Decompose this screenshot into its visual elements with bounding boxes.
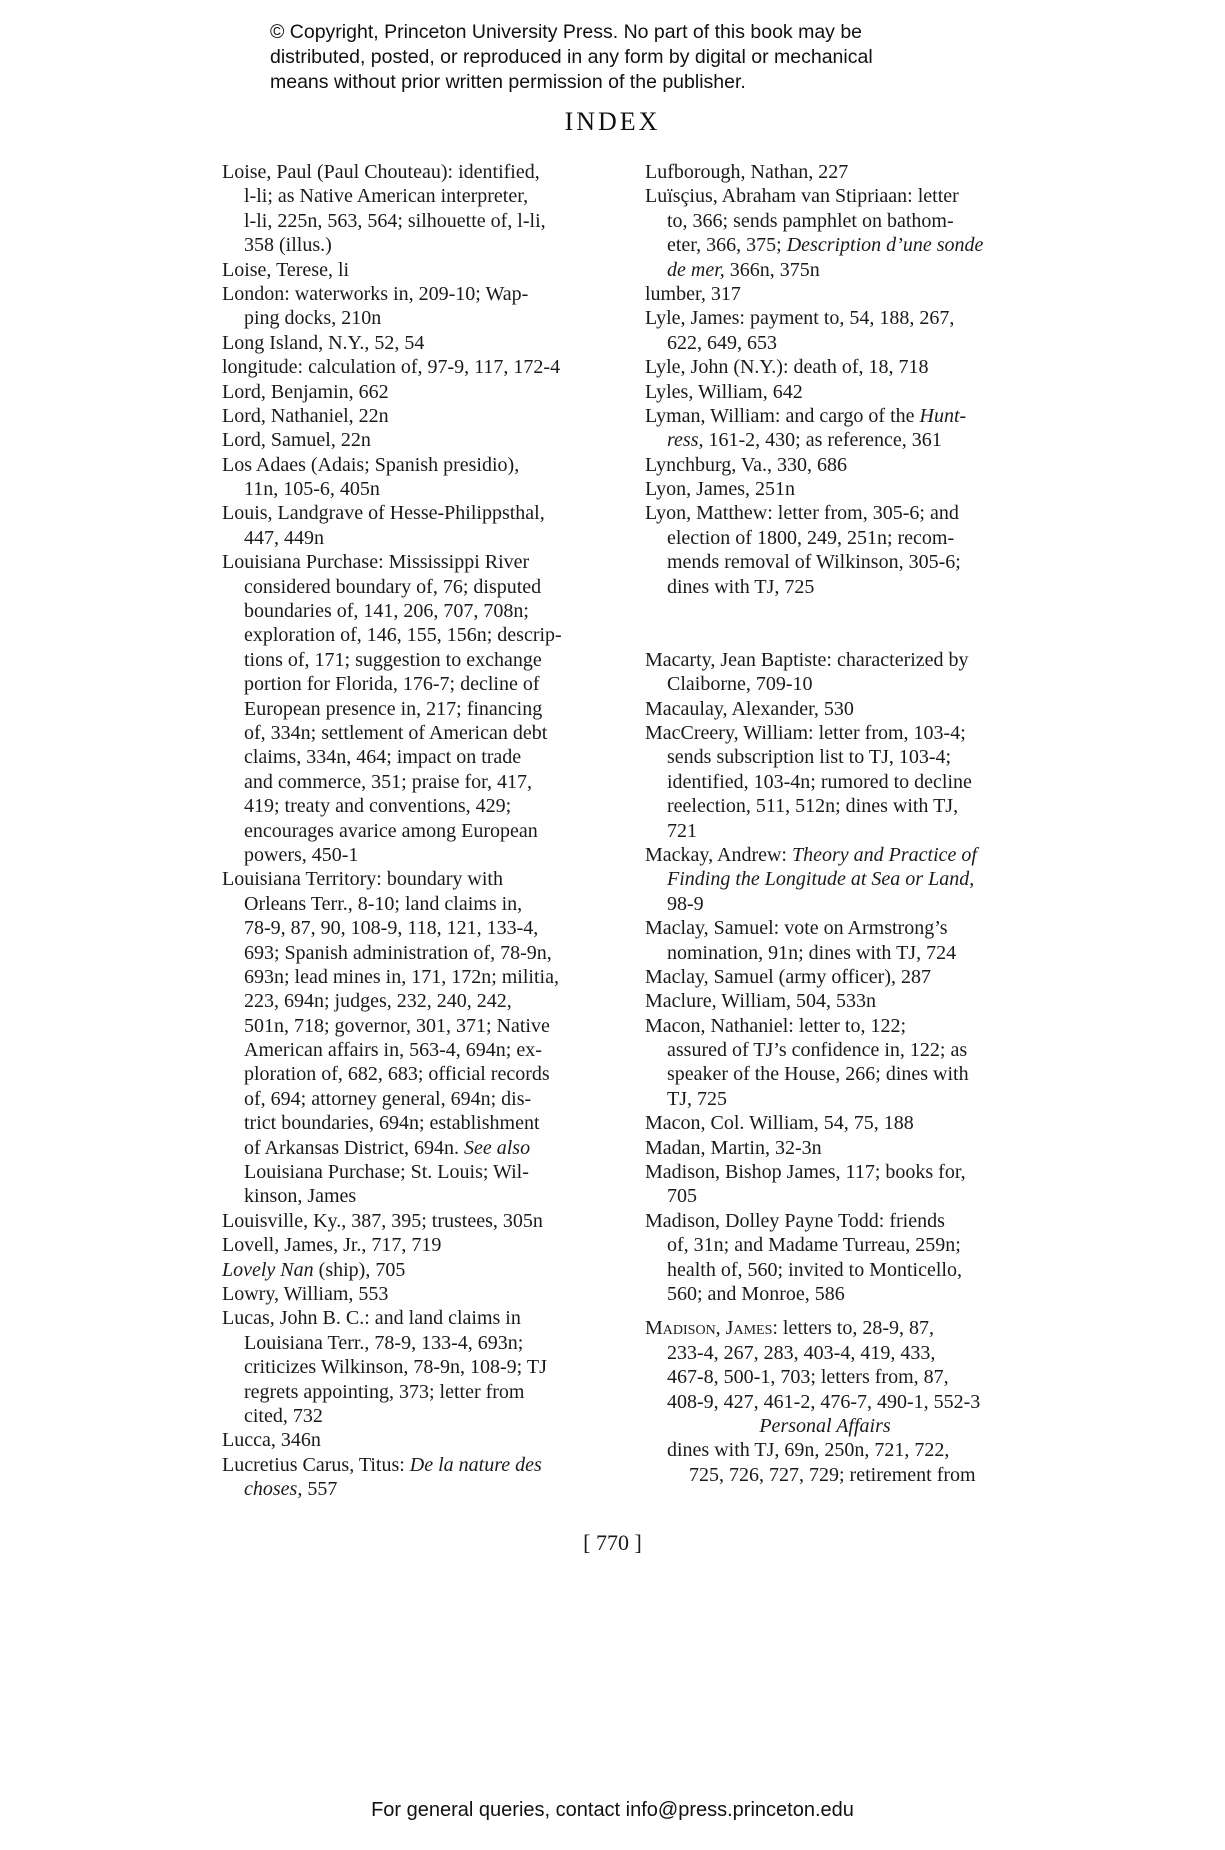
index-entry-line xyxy=(645,745,1065,769)
index-entry-line xyxy=(222,331,637,355)
index-column-right xyxy=(645,160,1065,1487)
entry-text: speaker of the House, 266; dines with xyxy=(667,1063,969,1086)
index-entry-line xyxy=(645,526,1065,550)
entry-text: dines with TJ, 725 xyxy=(667,575,815,598)
italic-text: de mer, xyxy=(667,258,725,281)
entry-spacer xyxy=(645,1306,1065,1316)
entry-text: Louisiana Purchase: Mississippi River xyxy=(222,551,530,574)
index-entry-line xyxy=(645,380,1065,404)
entry-text: Lucretius Carus, Titus: xyxy=(222,1453,405,1476)
entry-text: Louisville, Ky., 387, 395; trustees, 305n xyxy=(222,1209,543,1232)
entry-text: nomination, 91n; dines with TJ, 724 xyxy=(667,941,957,964)
copyright-line: © Copyright, Princeton University Press. No part of this book may be xyxy=(270,21,863,43)
entry-text: portion for Florida, 176-7; decline of xyxy=(244,673,540,696)
entry-text: Loise, Terese, li xyxy=(222,258,350,281)
entry-text: 693; Spanish administration of, 78-9n, xyxy=(244,941,552,964)
index-entry-line xyxy=(645,965,1065,989)
entry-text: tions of, 171; suggestion to exchange xyxy=(244,648,542,671)
entry-text: Madan, Martin, 32-3n xyxy=(645,1136,822,1159)
index-entry-line xyxy=(645,453,1065,477)
index-entry-line xyxy=(645,892,1065,916)
entry-text: Macarty, Jean Baptiste: characterized by xyxy=(645,648,969,671)
index-entry-line xyxy=(222,1184,637,1208)
entry-text: Lyle, John (N.Y.): death of, 18, 718 xyxy=(645,356,929,379)
index-entry-line xyxy=(222,1038,637,1062)
index-entry-line xyxy=(222,867,637,891)
italic-text: Theory and Practice of xyxy=(787,843,977,866)
entry-text: Lucca, 346n xyxy=(222,1429,321,1452)
index-entry-line xyxy=(222,575,637,599)
index-entry-line xyxy=(222,1477,637,1501)
entry-text: l-li, 225n, 563, 564; silhouette of, l-li, xyxy=(244,209,546,232)
entry-text: Mackay, Andrew: xyxy=(645,843,787,866)
index-entry-line xyxy=(645,721,1065,745)
copyright-notice xyxy=(270,20,970,95)
index-entry-line xyxy=(222,721,637,745)
entry-text: European presence in, 217; financing xyxy=(244,697,543,720)
index-entry-line xyxy=(222,648,637,672)
entry-text: and commerce, 351; praise for, 417, xyxy=(244,770,532,793)
entry-text: 560; and Monroe, 586 xyxy=(667,1282,845,1305)
entry-text: Claiborne, 709-10 xyxy=(667,673,813,696)
entry-text: (ship), 705 xyxy=(313,1258,406,1281)
copyright-line: means without prior written permission of the publisher. xyxy=(270,71,746,93)
index-entry-line xyxy=(222,1331,637,1355)
italic-text: See also xyxy=(458,1136,531,1159)
index-entry-line xyxy=(645,1087,1065,1111)
index-entry-line xyxy=(222,1355,637,1379)
entry-text: Lowry, William, 553 xyxy=(222,1282,389,1305)
entry-text: boundaries of, 141, 206, 707, 708n; xyxy=(244,600,529,623)
index-entry-line xyxy=(222,1062,637,1086)
entry-text: health of, 560; invited to Monticello, xyxy=(667,1258,962,1281)
entry-text: Maclure, William, 504, 533n xyxy=(645,990,877,1013)
index-entry-line xyxy=(645,1160,1065,1184)
index-entry-line xyxy=(222,672,637,696)
entry-text: TJ, 725 xyxy=(667,1087,727,1110)
index-entry-line xyxy=(645,916,1065,940)
entry-spacer xyxy=(645,623,1065,647)
entry-text: encourages avarice among European xyxy=(244,819,538,842)
entry-text: longitude: calculation of, 97-9, 117, 172-4 xyxy=(222,356,561,379)
entry-text: identified, 103-4n; rumored to decline xyxy=(667,770,972,793)
entry-heading-smallcaps: Madison, James xyxy=(645,1317,773,1340)
entry-text: Lufborough, Nathan, 227 xyxy=(645,161,849,183)
index-entry-line xyxy=(645,477,1065,501)
entry-text: Lord, Benjamin, 662 xyxy=(222,380,389,403)
index-entry-line xyxy=(222,233,637,257)
index-entry-line xyxy=(222,941,637,965)
index-entry-line xyxy=(645,1365,1065,1389)
index-entry-line xyxy=(645,1038,1065,1062)
index-entry-line xyxy=(222,1428,637,1452)
entry-text: Lynchburg, Va., 330, 686 xyxy=(645,453,848,476)
index-entry-line xyxy=(645,282,1065,306)
entry-text: 419; treaty and conventions, 429; xyxy=(244,795,512,818)
index-entry-line xyxy=(222,355,637,379)
entry-text: 622, 649, 653 xyxy=(667,331,777,354)
index-entry-line xyxy=(645,331,1065,355)
index-entry-line xyxy=(222,477,637,501)
entry-text: mends removal of Wilkinson, 305-6; xyxy=(667,551,961,574)
entry-text: criticizes Wilkinson, 78-9n, 108-9; TJ xyxy=(244,1356,547,1379)
entry-text: 358 (illus.) xyxy=(244,234,332,257)
index-entry-line xyxy=(222,1014,637,1038)
index-entry-line xyxy=(645,575,1065,599)
index-entry-line xyxy=(222,1160,637,1184)
italic-text: Personal Affairs xyxy=(759,1414,891,1437)
page-title: INDEX xyxy=(564,107,661,136)
copyright-line: distributed, posted, or reproduced in any form by digital or mechanical xyxy=(270,46,873,68)
index-entry-line xyxy=(645,1390,1065,1414)
index-entry-line xyxy=(645,550,1065,574)
entry-text: American affairs in, 563-4, 694n; ex- xyxy=(244,1039,542,1062)
italic-text: Finding the Longitude at Sea or Land, xyxy=(667,868,975,891)
index-entry-line xyxy=(645,1062,1065,1086)
entry-text: Lovell, James, Jr., 717, 719 xyxy=(222,1234,442,1257)
index-entry-line xyxy=(645,672,1065,696)
entry-text: 447, 449n xyxy=(244,526,324,549)
entry-text: Lyon, Matthew: letter from, 305-6; and xyxy=(645,502,959,525)
index-entry-line xyxy=(645,428,1065,452)
footer-contact: For general queries, contact info@press.princeton.edu xyxy=(371,1799,854,1821)
index-entry-line xyxy=(222,989,637,1013)
index-entry-line xyxy=(222,501,637,525)
italic-text: choses, xyxy=(244,1478,303,1501)
index-entry-line xyxy=(645,501,1065,525)
index-entry-line xyxy=(222,1258,637,1282)
entry-text: Louisiana Purchase; St. Louis; Wil- xyxy=(244,1161,529,1184)
italic-text: Description d’une sonde xyxy=(781,234,984,257)
entry-text: Loise, Paul (Paul Chouteau): identified, xyxy=(222,161,540,183)
entry-text: 98-9 xyxy=(667,892,704,915)
index-entry-line xyxy=(645,233,1065,257)
index-entry-line xyxy=(222,623,637,647)
entry-text: 223, 694n; judges, 232, 240, 242, xyxy=(244,990,512,1013)
entry-spacer xyxy=(645,599,1065,623)
entry-text: Macaulay, Alexander, 530 xyxy=(645,697,854,720)
entry-text: of, 334n; settlement of American debt xyxy=(244,721,548,744)
index-entry-line xyxy=(222,1453,637,1477)
index-entry-line xyxy=(645,1438,1065,1462)
entry-text: sends subscription list to TJ, 103-4; xyxy=(667,746,952,769)
entry-text: of, 694; attorney general, 694n; dis- xyxy=(244,1087,532,1110)
entry-text: London: waterworks in, 209-10; Wap- xyxy=(222,282,529,305)
entry-text: eter, 366, 375; xyxy=(667,234,782,257)
index-entry-line xyxy=(645,770,1065,794)
index-entry-line xyxy=(222,916,637,940)
index-entry-line xyxy=(222,1306,637,1330)
index-entry-line xyxy=(222,306,637,330)
index-entry-line xyxy=(222,892,637,916)
index-entry-line xyxy=(645,258,1065,282)
index-entry-line xyxy=(222,1209,637,1233)
index-entry-line xyxy=(222,1404,637,1428)
entry-text: 705 xyxy=(667,1185,697,1208)
entry-text: Lyle, James: payment to, 54, 188, 267, xyxy=(645,307,955,330)
entry-text: kinson, James xyxy=(244,1185,357,1208)
italic-text: De la nature des xyxy=(404,1453,542,1476)
index-entry-line xyxy=(645,1184,1065,1208)
index-entry-line xyxy=(222,745,637,769)
entry-text: 161-2, 430; as reference, 361 xyxy=(703,429,942,452)
entry-text: Madison, Dolley Payne Todd: friends xyxy=(645,1209,945,1232)
entry-text: Madison, Bishop James, 117; books for, xyxy=(645,1161,966,1184)
entry-text: ploration of, 682, 683; official records xyxy=(244,1063,550,1086)
entry-text: Lord, Samuel, 22n xyxy=(222,429,371,452)
index-entry-line xyxy=(645,867,1065,891)
index-entry-line xyxy=(645,989,1065,1013)
index-entry-line xyxy=(645,1463,1065,1487)
entry-text: 721 xyxy=(667,819,697,842)
index-entry-line xyxy=(645,1258,1065,1282)
index-entry-line xyxy=(645,404,1065,428)
entry-text: l-li; as Native American interpreter, xyxy=(244,185,529,208)
entry-text: Los Adaes (Adais; Spanish presidio), xyxy=(222,453,520,476)
entry-text: 78-9, 87, 90, 108-9, 118, 121, 133-4, xyxy=(244,917,539,940)
entry-text: 233-4, 267, 283, 403-4, 419, 433, xyxy=(667,1341,936,1364)
index-entry-line xyxy=(222,184,637,208)
entry-text: claims, 334n, 464; impact on trade xyxy=(244,746,522,769)
entry-text: Macon, Nathaniel: letter to, 122; xyxy=(645,1014,907,1037)
entry-text: Louis, Landgrave of Hesse-Philippsthal, xyxy=(222,502,545,525)
entry-text: Maclay, Samuel (army officer), 287 xyxy=(645,965,932,988)
entry-text: Lyon, James, 251n xyxy=(645,478,795,501)
index-entry-line xyxy=(222,209,637,233)
index-entry-line xyxy=(222,843,637,867)
entry-text: considered boundary of, 76; disputed xyxy=(244,575,542,598)
index-entry-line xyxy=(645,819,1065,843)
italic-text: Lovely Nan xyxy=(222,1258,314,1281)
entry-text: Lyles, William, 642 xyxy=(645,380,803,403)
index-entry-line xyxy=(645,209,1065,233)
entry-text: cited, 732 xyxy=(244,1404,323,1427)
entry-text: Lucas, John B. C.: and land claims in xyxy=(222,1307,521,1330)
entry-text: Orleans Terr., 8-10; land claims in, xyxy=(244,892,523,915)
index-column-left xyxy=(222,160,637,1501)
index-entry-line xyxy=(645,1111,1065,1135)
entry-text: 725, 726, 727, 729; retirement from xyxy=(689,1463,976,1486)
index-entry-line xyxy=(645,1316,1065,1340)
index-entry-line xyxy=(645,306,1065,330)
index-entry-line xyxy=(645,160,1065,184)
index-entry-line xyxy=(222,819,637,843)
index-entry-line xyxy=(222,428,637,452)
entry-text: to, 366; sends pamphlet on bathom- xyxy=(667,209,954,232)
index-entry-line xyxy=(222,1282,637,1306)
index-entry-line xyxy=(645,648,1065,672)
entry-text: 501n, 718; governor, 301, 371; Native xyxy=(244,1014,550,1037)
entry-text: of, 31n; and Madame Turreau, 259n; xyxy=(667,1234,961,1257)
entry-text: 467-8, 500-1, 703; letters from, 87, xyxy=(667,1366,949,1389)
entry-text: reelection, 511, 512n; dines with TJ, xyxy=(667,795,959,818)
entry-text: 557 xyxy=(302,1478,338,1501)
index-entry-line xyxy=(222,282,637,306)
index-entry-line xyxy=(645,1233,1065,1257)
index-entry-line xyxy=(222,258,637,282)
entry-text: Macon, Col. William, 54, 75, 188 xyxy=(645,1112,914,1135)
entry-text: Louisiana Territory: boundary with xyxy=(222,868,503,891)
index-entry-line xyxy=(222,770,637,794)
index-entry-line xyxy=(222,1111,637,1135)
index-entry-line xyxy=(222,1087,637,1111)
index-entry-line xyxy=(222,550,637,574)
index-entry-line xyxy=(222,160,637,184)
index-entry-line xyxy=(222,599,637,623)
entry-text: assured of TJ’s confidence in, 122; as xyxy=(667,1039,968,1062)
index-entry-line xyxy=(222,526,637,550)
entry-text: Long Island, N.Y., 52, 54 xyxy=(222,331,425,354)
index-entry-line xyxy=(645,1014,1065,1038)
index-subheading xyxy=(645,1414,1065,1438)
entry-text: Luïsçius, Abraham van Stipriaan: letter xyxy=(645,185,959,208)
entry-text: : letters to, 28-9, 87, xyxy=(772,1317,934,1340)
entry-text: trict boundaries, 694n; establishment xyxy=(244,1112,540,1135)
entry-text: MacCreery, William: letter from, 103-4; xyxy=(645,721,966,744)
entry-text: lumber, 317 xyxy=(645,282,741,305)
index-entry-line xyxy=(645,184,1065,208)
entry-text: dines with TJ, 69n, 250n, 721, 722, xyxy=(667,1439,950,1462)
index-entry-line xyxy=(645,1136,1065,1160)
entry-text: 366n, 375n xyxy=(724,258,820,281)
index-entry-line xyxy=(222,1233,637,1257)
index-entry-line xyxy=(222,1136,637,1160)
entry-text: Louisiana Terr., 78-9, 133-4, 693n; xyxy=(244,1331,524,1354)
entry-text: regrets appointing, 373; letter from xyxy=(244,1380,525,1403)
entry-text: Lyman, William: and cargo of the xyxy=(645,404,915,427)
entry-text: 408-9, 427, 461-2, 476-7, 490-1, 552-3 xyxy=(667,1390,981,1413)
index-entry-line xyxy=(645,1282,1065,1306)
entry-text: election of 1800, 249, 251n; recom- xyxy=(667,526,955,549)
entry-text: Maclay, Samuel: vote on Armstrong’s xyxy=(645,917,948,940)
index-entry-line xyxy=(645,355,1065,379)
entry-text: of Arkansas District, 694n. xyxy=(244,1136,459,1159)
index-entry-line xyxy=(222,453,637,477)
index-entry-line xyxy=(222,794,637,818)
index-entry-line xyxy=(645,1341,1065,1365)
index-entry-line xyxy=(222,697,637,721)
italic-text: ress, xyxy=(667,429,704,452)
entry-text: powers, 450-1 xyxy=(244,843,359,866)
page-number: [ 770 ] xyxy=(583,1530,642,1555)
index-entry-line xyxy=(645,941,1065,965)
entry-text: Lord, Nathaniel, 22n xyxy=(222,404,389,427)
entry-text: exploration of, 146, 155, 156n; descrip- xyxy=(244,624,562,647)
entry-text: 693n; lead mines in, 171, 172n; militia, xyxy=(244,965,559,988)
index-entry-line xyxy=(222,404,637,428)
index-entry-line xyxy=(222,965,637,989)
index-entry-line xyxy=(645,697,1065,721)
entry-text: ping docks, 210n xyxy=(244,307,382,330)
index-entry-line xyxy=(645,843,1065,867)
index-entry-line xyxy=(222,380,637,404)
italic-text: Hunt- xyxy=(914,404,967,427)
entry-text: 11n, 105-6, 405n xyxy=(244,478,380,501)
index-entry-line xyxy=(222,1380,637,1404)
index-entry-line xyxy=(645,794,1065,818)
index-entry-line xyxy=(645,1209,1065,1233)
